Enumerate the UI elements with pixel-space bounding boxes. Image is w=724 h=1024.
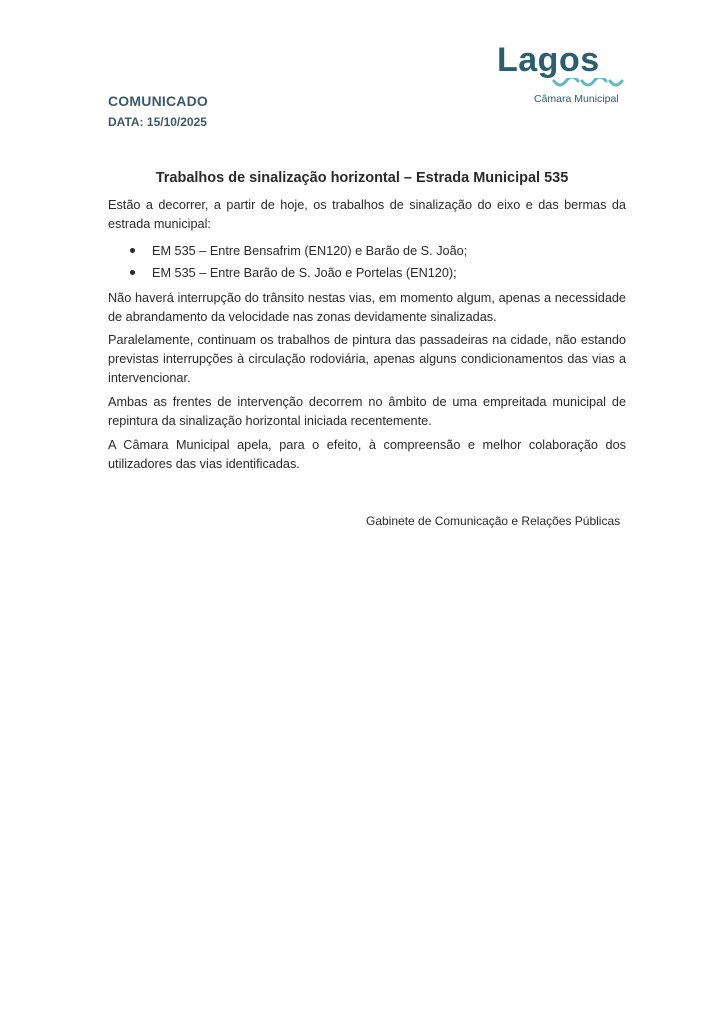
logo-subtitle: Câmara Municipal xyxy=(534,93,619,105)
document-date xyxy=(108,115,207,129)
lagos-logo xyxy=(492,40,632,112)
document-title: Trabalhos de sinalização horizontal – Estrada Municipal 535 xyxy=(155,170,569,186)
intro-paragraph: Estão a decorrer, a partir de hoje, os trabalhos de sinalização do eixo e das bermas da estrada municipal: xyxy=(108,198,626,231)
date-value: 15/10/2025 xyxy=(146,115,207,129)
date-label: DATA: xyxy=(108,115,144,129)
logo-wordmark: Lagos xyxy=(497,41,600,79)
bullet-icon xyxy=(130,270,135,275)
paragraph-contract: Ambas as frentes de intervenção decorrem no âmbito de uma empreitada municipal de repintura da sinalização horizontal iniciada recentemente. xyxy=(108,395,626,428)
bullet-icon xyxy=(130,248,135,253)
paragraph-appeal: A Câmara Municipal apela, para o efeito, à compreensão e melhor colaboração dos utilizadores das vias identificadas. xyxy=(108,438,626,471)
road-sections-list xyxy=(108,240,626,284)
list-item-text: EM 535 – Entre Barão de S. João e Portelas (EN120); xyxy=(152,266,457,280)
list-item-text: EM 535 – Entre Bensafrim (EN120) e Barão de S. João; xyxy=(152,244,468,258)
paragraph-traffic: Não haverá interrupção do trânsito nestas vias, em momento algum, apenas a necessidade de abrandamento da velocidade nas zonas devidamente sinalizadas. xyxy=(108,291,626,324)
list-item xyxy=(108,240,626,262)
document-type-label: COMUNICADO xyxy=(108,93,208,109)
wave-icon xyxy=(552,78,628,92)
list-item xyxy=(108,262,626,284)
signature: Gabinete de Comunicação e Relações Públicas xyxy=(366,514,621,528)
paragraph-crosswalks: Paralelamente, continuam os trabalhos de pintura das passadeiras na cidade, não estando previstas interrupções à circulação rodoviária, apenas alguns condicionamentos das vias a intervencionar. xyxy=(108,333,626,385)
